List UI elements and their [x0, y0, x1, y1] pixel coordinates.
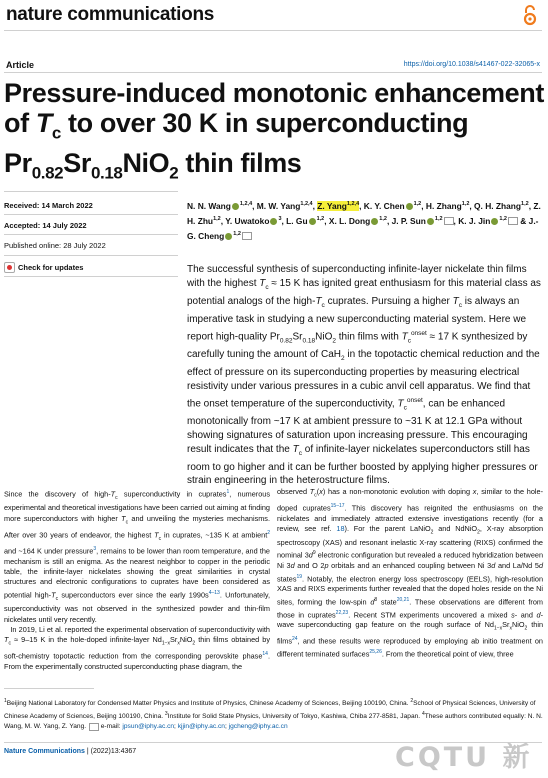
article-title: Pressure-induced monotonic enhancement of $T_c$ to over 30 K in superconducting $Pr_{0.82}Sr_{0.18}NiO_2$ thin films — [4, 78, 544, 183]
body-column-left: Since the discovery of high-$T_c$ superconductivity in cuprates$^1$, numerous experimental and theoretical investigations have been carried out aiming at finding more superconductors with higher $T_c$ and unveiling the mysteries mechanisms. After over 30 years of endeavor, the highest $T_c$ in cuprates, ~135 K at ambient$^2$ and ~164 K under pressure$^3$, remains to be lower than room temperature, and the mechanism is still an enigma. As the nearest neighbor to copper in the periodic table, the infinite-layer nickelates showing the great similarities in crystal structures and electronic configurations to cuprates have been considered as potential high-$T_c$ superconductors ever since the early $1990s^{4-13}$. Unfortunately, superconductivity was not observed in the synthesized powder and thin-film nickelates until very recently. In 2019, Li et al. reported the experimental observation of superconductivity with $T_c \approx 9-15$ K in the hole-doped infinite-layer $Nd_{1-x}Sr_xNiO_2$ thin films obtained by soft-chemistry topotactic reduction from the corresponding perovskite phase$^{14}$. From the experimentally constructed superconducting phase diagram, the — [4, 489, 270, 672]
abstract: The successful synthesis of superconducting infinite-layer nickelate thin films with the highest $T_c \approx 15$ K has ignited great enthusiasm for this material class as potential analogs of the high-$T_c$ cuprates. Pursuing a higher $T_c$ is always an imperative task in studying a new superconducting material system. Here we report high-quality $Pr_{0.82}Sr_{0.18}NiO_2$ thin films with $T_c^{onset} \approx 17$ K synthesized by carefully tuning the amount of CaH$_2$ in the topotactic chemical reduction and the effect of pressure on its superconducting properties by measuring electrical resistivity under various pressures in a cubic anvil cell apparatus. We find that the onset temperature of the superconductivity, $T_c^{onset}$, can be enhanced monotonically from ~17 K at ambient pressure to ~31 K at 12.1 GPa without showing signatures of saturation upon increasing pressure. This encouraging result indicates that the $T_c$ of infinite-layer nickelates superconductors still has room to go higher and it can be further boosted by applying higher pressures or strain engineering in the heterostructure films. — [187, 264, 541, 487]
author-list[interactable]: N. N. Wang $^{1,2,4}$, M. W. Yang$^{1,2,4}$, Z. Yang$^{1,2,4}$, K. Y. Chen $^{1,2}$, H. Zhang$^{1,2}$, Q. H. Zhang$^{1,2}$, Z. H. Zhu$^{1,2}$, Y. Uwatoko $^3$, L. Gu $^{1,2}$, X. L. Dong $^{1,2}$, J. P. Sun $^{1,2}$ , K. J. Jin $^{1,2}$ & J.-G. Cheng $^{1,2}$ — [187, 200, 541, 241]
open-access-icon — [522, 4, 538, 26]
check-for-updates-button[interactable]: Check for updates — [4, 262, 83, 273]
footer-citation: Nature Communications | (2022)13:4367 — [4, 748, 137, 755]
affiliations-footnote: $^1$Beijing National Laboratory for Condensed Matter Physics and Institute of Physics, Chinese Academy of Sciences, Beijing 100190, China. $^2$School of Physical Sciences, University of Chinese Academy of Sciences, Beijing 100190, China. $^3$Institute for Solid State Physics, University of Tokyo, Kashiwa, Chiba 277-8581, Japan. $^4$These authors contributed equally: N. N. Wang, M. W. Yang, Z. Yang. e-mail: jpsun@iphy.ac.cn; kjjin@iphy.ac.cn; jgcheng@iphy.ac.cn — [4, 698, 543, 731]
meta-rule — [4, 234, 178, 235]
received-date: Received: 14 March 2022 — [4, 201, 93, 210]
published-date: Published online: 28 July 2022 — [4, 241, 106, 250]
footnote-rule — [4, 688, 94, 689]
article-type: Article — [6, 60, 35, 70]
check-updates-icon — [4, 262, 15, 273]
body-column-right: observed $T_c(x)$ has a non-monotonic evolution with doping x, similar to the hole-doped cuprates$^{15-17}$. This discovery has reignited the enthusiasms on the nickelates and immediately attracted extensive investigations recently (for a review, see ref. 18). For the parent LaNiO$_2$ and NdNiO$_2$, X-ray absorption spectroscopy (XAS) and resonant inelastic X-ray scattering (RIXS) confirmed the nominal $3d^9$ electronic configuration but revealed a reduced hybridization between Ni 3d and O 2p orbitals and an enhanced coupling between Ni 3d and La/Nd 5d states$^{19}$. Notably, the electron energy loss spectroscopy (EELS), high-resolution XAS and RIXS experiments further revealed that the doped holes reside on the Ni sites, forming the low-spin $d^8$ state$^{20,21}$. These observations are different from those in cuprates$^{22,23}$. Recent STM experiments uncovered a mixed s- and d-wave superconducting gap feature on the rough surface of $Nd_{1-x}Sr_xNiO_2$ thin films$^{24}$, and these results were reproduced by employing ab initio treatment on different terminated surfaces$^{25,26}$. From the theoretical point of view, three — [277, 487, 544, 659]
meta-rule — [4, 255, 178, 256]
meta-rule — [4, 191, 178, 192]
meta-rule — [4, 214, 178, 215]
meta-rule — [4, 276, 178, 277]
accepted-date: Accepted: 14 July 2022 — [4, 221, 87, 230]
header-rule — [4, 30, 542, 31]
watermark: CQTU 新 — [395, 742, 533, 773]
title-rule — [4, 72, 542, 73]
doi-link[interactable]: https://doi.org/10.1038/s41467-022-32065-x — [403, 61, 540, 68]
journal-name[interactable]: nature communications — [6, 4, 215, 25]
